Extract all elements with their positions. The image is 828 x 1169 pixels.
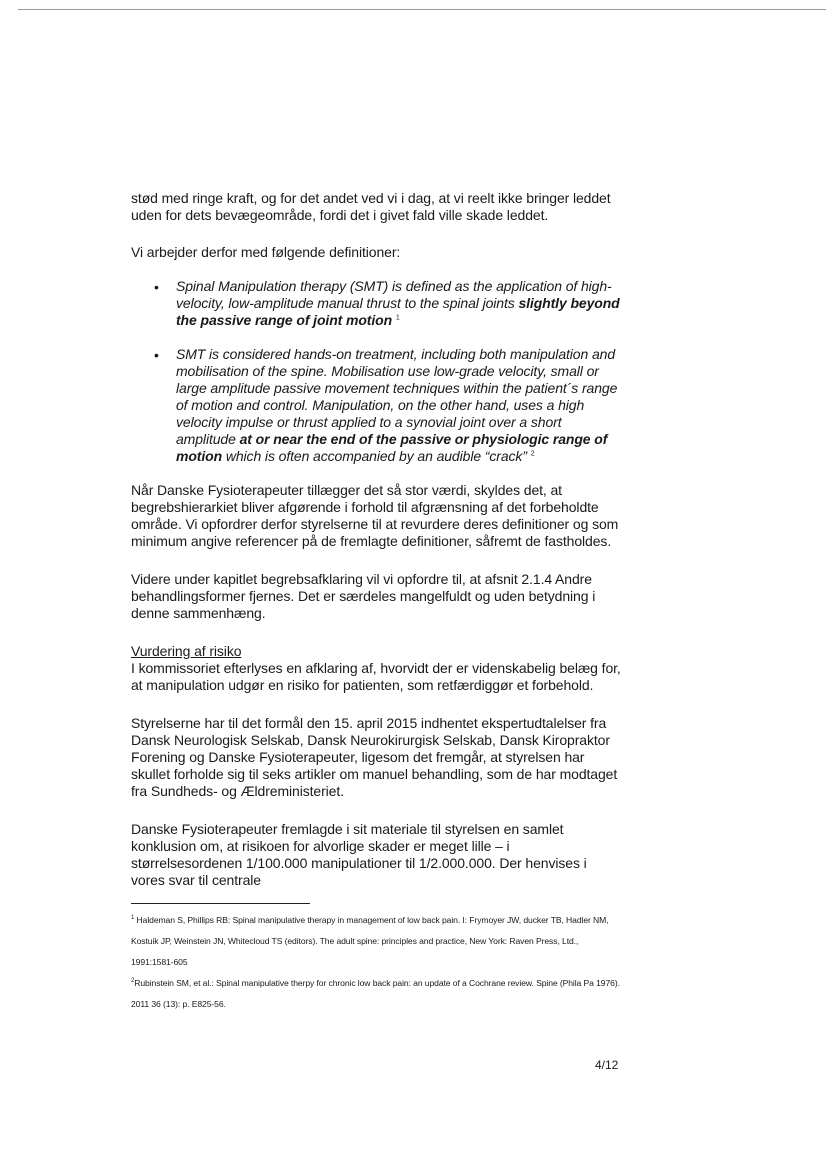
- bullet-icon: •: [154, 347, 159, 363]
- definition-item: [131, 278, 621, 329]
- footnote-number: 2: [131, 978, 135, 985]
- footnote-number: 1: [131, 915, 135, 922]
- paragraph-4: Videre under kapitlet begrebsafklaring vil vi opfordre til, at afsnit 2.1.4 Andre behandlingsformer fjernes. Det er særdeles mangelfuldt og uden betydning i denne sammenhæng.: [131, 571, 596, 621]
- definition-text: SMT is considered hands-on treatment, including both manipulation and mobilisation of the spine. Mobilisation use low-grade velocity, small or large amplitude passive movement techniques within the patient´s range of motion and control. Manipulation, on the other hand, uses a high velocity impulse or thrust applied to a synovial joint over a short amplitude: [176, 346, 618, 447]
- definition-text: Spinal Manipulation therapy (SMT) is defined as the application of high-velocity, low-amplitude manual thrust to the spinal joints: [176, 278, 612, 311]
- definition-emphasis: slightly beyond the passive range of joint motion: [176, 295, 620, 328]
- footnote-2: [131, 973, 621, 1015]
- footnote-text: Rubinstein SM, et al.: Spinal manipulative therpy for chronic low back pain: an update of a Cochrane review. Spine (Phila Pa 1976). 2011 36 (13): p. E825-56.: [131, 978, 620, 1009]
- page-body: [131, 190, 621, 889]
- bullet-icon: •: [154, 279, 159, 295]
- paragraph-7: Danske Fysioterapeuter fremlagde i sit materiale til styrelsen en samlet konklusion om, at risikoen for alvorlige skader er meget lille – i størrelsesordenen 1/100.000 manipulationer til 1/2.000.000. Der henvises i vores svar til centrale: [131, 821, 587, 888]
- definition-emphasis: at or near the end of the passive or physiologic range of motion: [176, 431, 608, 464]
- footnote-1: [131, 910, 621, 973]
- section-heading: Vurdering af risiko: [131, 643, 242, 659]
- footnote-ref-2[interactable]: 2: [530, 450, 535, 458]
- paragraph-6: Styrelserne har til det formål den 15. april 2015 indhentet ekspertudtalelser fra Dansk Neurologisk Selskab, Dansk Neurokirurgisk Selskab, Dansk Kiropraktor Forening og Danske Fysioterapeuter, ligesom det fremgår, at styrelsen har skullet forholde sig til seks artikler om manuel behandling, som de har modtaget fra Sundheds- og Ældreministeriet.: [131, 715, 618, 799]
- definition-text-tail: which is often accompanied by an audible “crack”: [222, 448, 527, 464]
- footnotes: [131, 910, 621, 1015]
- paragraph-3: Når Danske Fysioterapeuter tillægger det så stor værdi, skyldes det, at begrebshierarkiet bliver afgørende i forhold til afgrænsning af det forbeholdte område. Vi opfordrer derfor styrelserne til at revurdere deres definitioner og som minimum angive referencer på de fremlagte definitioner, såfremt de fastholdes.: [131, 482, 619, 549]
- page-number: 4/12: [595, 1058, 619, 1072]
- paragraph-1: stød med ringe kraft, og for det andet ved vi i dag, at vi reelt ikke bringer leddet uden for dets bevægeområde, fordi det i givet fald ville skade leddet.: [131, 190, 611, 223]
- paragraph-2: Vi arbejder derfor med følgende definitioner:: [131, 244, 401, 260]
- footnote-divider: [131, 903, 310, 904]
- definition-list: [131, 278, 621, 465]
- definition-item: [131, 346, 621, 465]
- top-rule: [18, 9, 826, 10]
- footnote-text: Haldeman S, Phillips RB: Spinal manipulative therapy in management of low back pain. I: Frymoyer JW, ducker TB, Hadler NM, Kostuik JP, Weinstein JN, Whitecloud TS (editors). The adult spine: principles and practice, New York: Raven Press, Ltd., 1991:1581-605: [131, 915, 609, 967]
- paragraph-5: I kommissoriet efterlyses en afklaring af, hvorvidt der er videnskabelig belæg for, at manipulation udgør en risiko for patienten, som retfærdiggør et forbehold.: [131, 660, 621, 693]
- footnote-ref-1[interactable]: 1: [395, 314, 400, 322]
